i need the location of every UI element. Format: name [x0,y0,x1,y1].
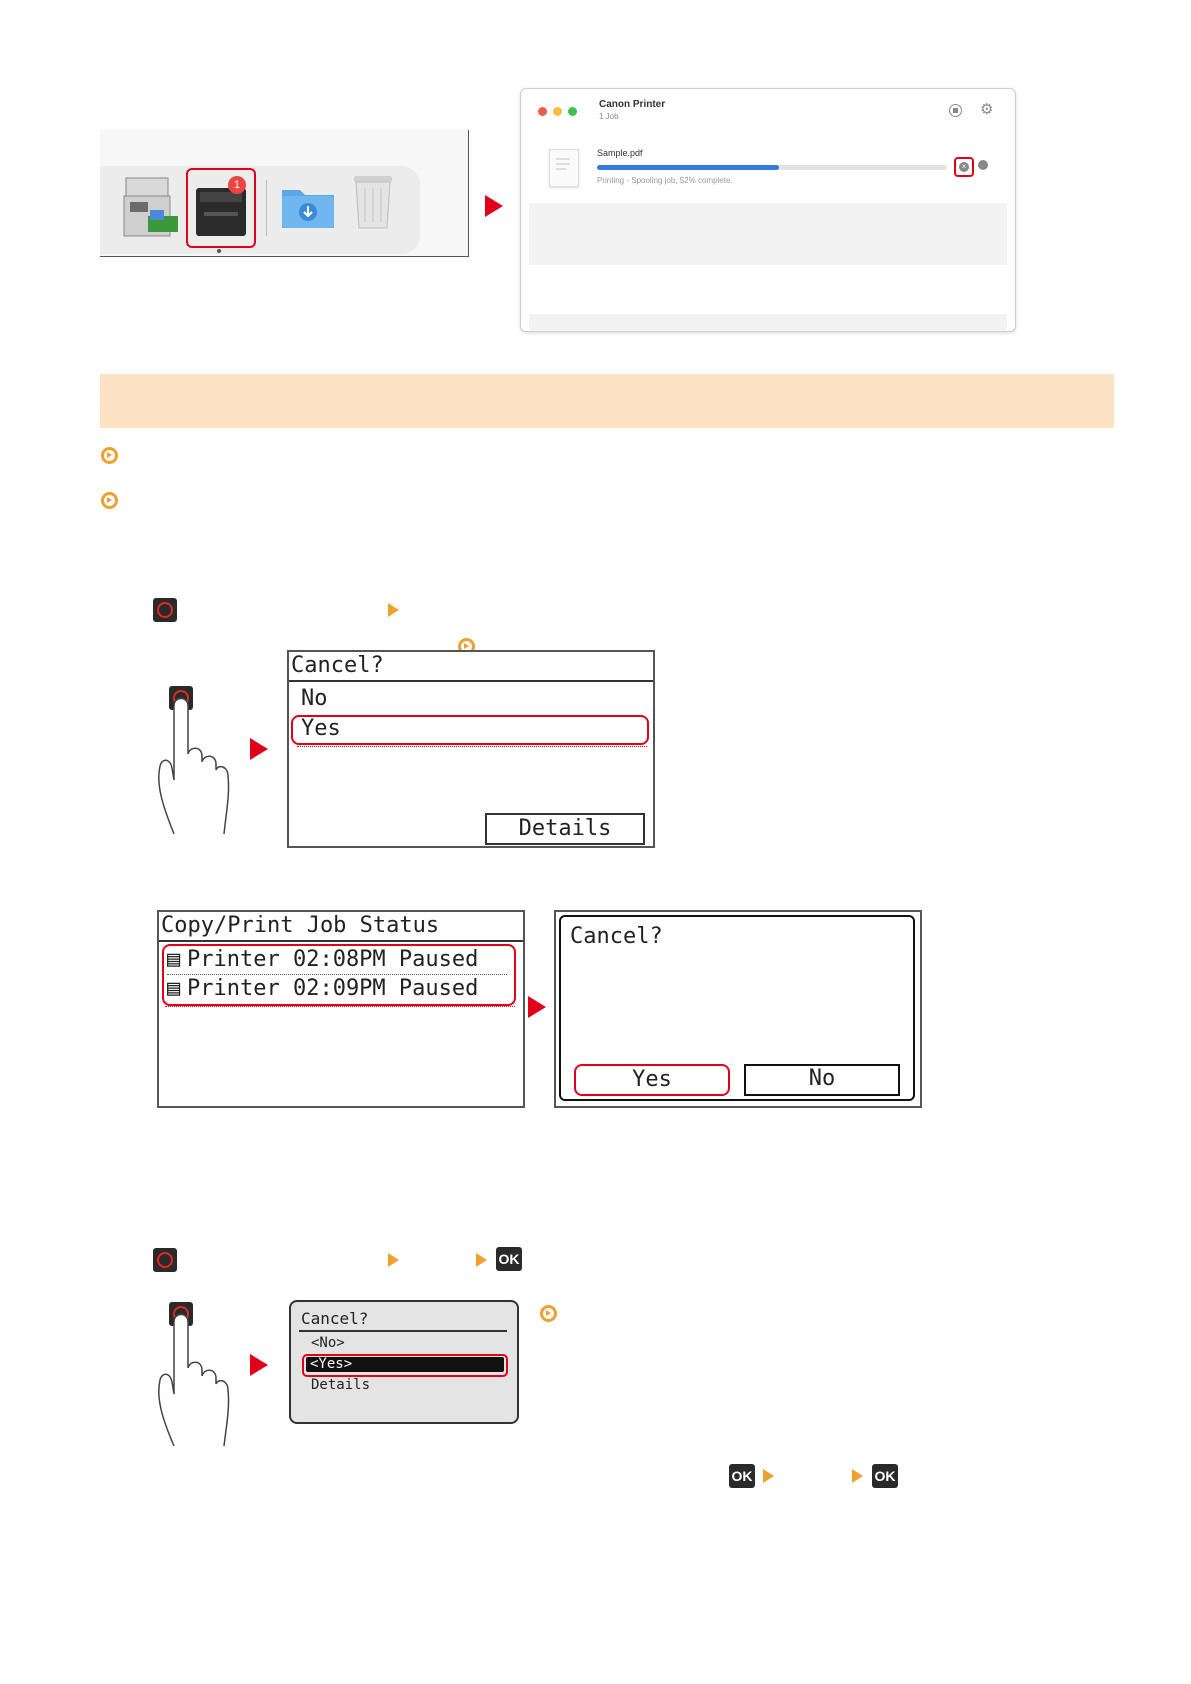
dock-strip [100,130,469,257]
window-title: Canon Printer [599,99,666,110]
hand-pressing-stop-illustration [152,684,242,836]
touch-panel-cancel-screen [287,650,655,848]
printer-queue-window [520,88,1016,332]
close-window-button[interactable] [538,107,547,116]
option-details[interactable]: Details [311,1377,371,1393]
next-arrow-icon [763,1469,774,1483]
downloads-folder-icon[interactable] [280,176,336,232]
link-bullet-icon[interactable] [101,447,118,464]
option-yes-highlight[interactable] [291,715,649,745]
step-arrow-icon [250,738,268,760]
screen-title: Cancel? [289,652,653,682]
job-status-text: Printing - Spooling job, 52% complete. [597,176,733,185]
minimize-window-button[interactable] [553,107,562,116]
next-arrow-icon [388,603,399,617]
details-button[interactable]: Details [485,813,645,845]
lcd-cancel-screen [289,1300,519,1424]
job-status-screen [157,910,525,1108]
title-underline [299,1330,507,1332]
job-label: Printer 02:09PM Paused [187,976,479,1001]
screen-title: Copy/Print Job Status [159,912,523,942]
dialog-title: Cancel? [570,924,663,949]
step-arrow-icon [485,195,503,217]
ok-key-icon: OK [729,1464,755,1488]
print-job-icon: ▤ [167,976,181,1001]
cancel-dialog-screen [554,910,922,1108]
next-arrow-icon [476,1253,487,1267]
stop-key-icon [153,1248,177,1272]
selection-underline [165,1006,515,1007]
print-job-icon: ▤ [167,947,181,972]
document-thumbnail-icon [549,149,579,187]
screen-title: Cancel? [301,1309,369,1328]
next-arrow-icon [388,1253,399,1267]
hand-pressing-stop-illustration [152,1300,242,1448]
ok-key-icon: OK [872,1464,898,1488]
job-progress-bar [597,165,947,170]
hold-job-icon[interactable] [978,160,988,170]
ok-key-icon: OK [496,1247,522,1271]
zoom-window-button[interactable] [568,107,577,116]
link-bullet-icon[interactable] [101,492,118,509]
job-list [167,946,507,1003]
next-arrow-icon [852,1469,863,1483]
settings-gear-icon[interactable]: ⚙ [980,101,994,118]
notification-badge: 1 [228,176,246,194]
yes-button[interactable]: Yes [574,1064,730,1096]
pause-printer-button[interactable] [949,104,962,117]
copier-app-icon[interactable] [120,170,180,240]
step-arrow-icon [250,1354,268,1376]
dock-divider [266,180,267,236]
table-row[interactable] [167,946,507,975]
option-no[interactable]: <No> [311,1335,345,1351]
option-yes: <Yes> [306,1357,504,1372]
section-banner [100,374,1114,428]
delete-job-button[interactable] [954,157,974,177]
link-bullet-icon[interactable] [540,1305,557,1322]
job-progress-fill [597,165,779,170]
option-yes-highlight[interactable] [302,1354,508,1377]
job-file-name: Sample.pdf [597,148,643,158]
trash-icon[interactable] [350,170,396,232]
table-row[interactable] [167,975,507,1003]
job-label: Printer 02:08PM Paused [187,947,479,972]
window-subtitle: 1 Job [599,112,619,121]
running-indicator-dot [217,249,221,253]
window-footer [529,314,1007,330]
step-arrow-icon [528,996,546,1018]
queue-empty-area [529,203,1007,265]
close-icon: × [959,162,969,172]
stop-key-icon [153,598,177,622]
option-yes: Yes [301,716,341,741]
no-button[interactable]: No [744,1064,900,1096]
option-no[interactable]: No [301,686,328,711]
selection-underline [297,746,647,747]
printer-dock-icon[interactable] [186,168,256,248]
